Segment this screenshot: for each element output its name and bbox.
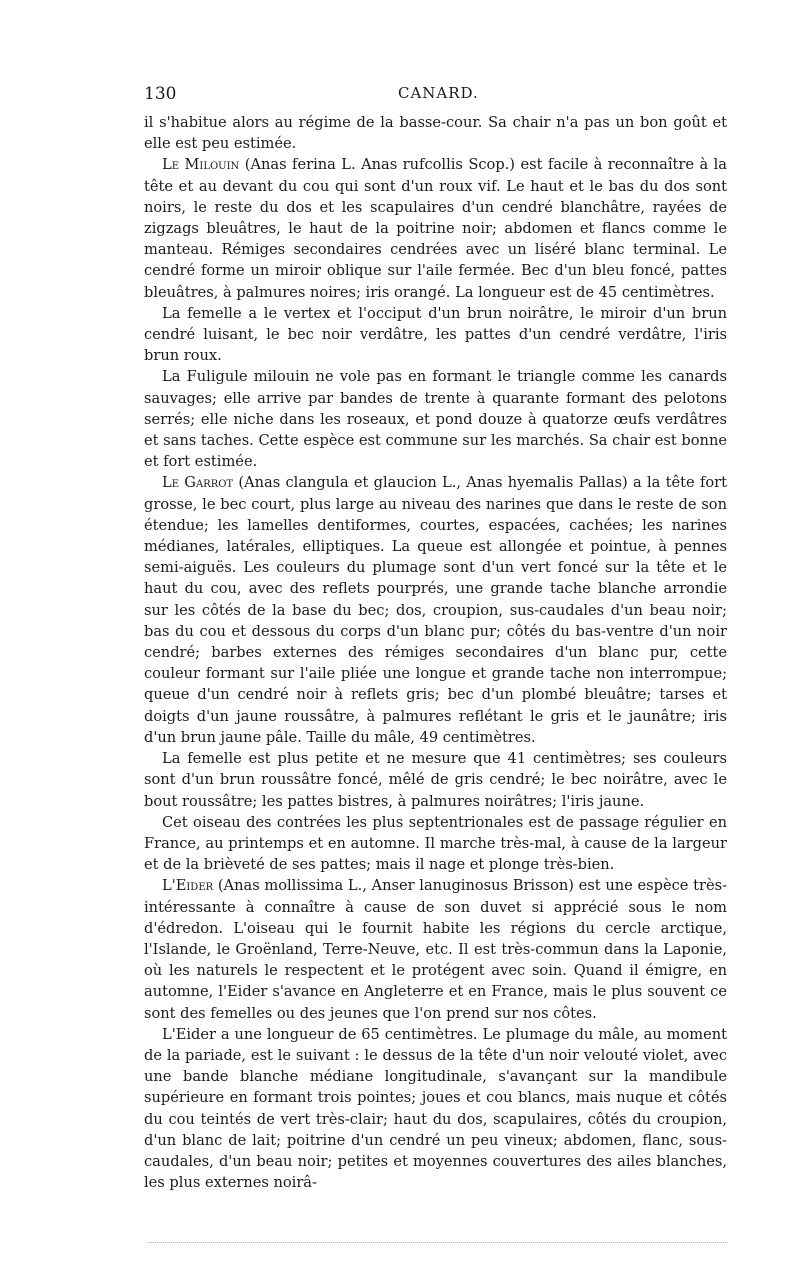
page	[144, 84, 727, 1193]
paragraph-3: La femelle a le vertex et l'occiput d'un brun noirâtre, le miroir d'un brun cendré luisant, le bec noir verdâtre, les pattes d'un cendré verdâtre, l'iris brun roux.	[144, 304, 727, 365]
paragraph-4: La Fuligule milouin ne vole pas en formant le triangle comme les canards sauvages; elle arrive par bandes de trente à quarante formant des pelotons serrés; elle niche dans les roseaux, et pond douze à quatorze œufs verdâtres et sans taches. Cette espèce est commune sur les marchés. Sa chair est bonne et fort estimée.	[144, 368, 727, 471]
running-title: CANARD.	[398, 84, 479, 102]
page-number: 130	[144, 84, 177, 104]
entry-name-milouin: Le Milouin	[162, 156, 240, 174]
entry-name-eider: L'Eider	[162, 877, 214, 895]
paragraph-6: La femelle est plus petite et ne mesure que 41 centimètres; ses couleurs sont d'un brun roussâtre foncé, mêlé de gris cendré; le bec noirâtre, avec le bout roussâtre; les pattes bistres, à palmures noirâtres; l'iris jaune.	[144, 750, 727, 810]
paragraph-7: Cet oiseau des contrées les plus septentrionales est de passage régulier en France, au printemps et en automne. Il marche très-mal, à cause de la largeur et de la brièveté de ses pattes; mais il nage et plonge très-bien.	[144, 813, 727, 874]
paragraph-1: il s'habitue alors au régime de la basse-cour. Sa chair n'a pas un bon goût et elle est peu estimée.	[144, 114, 727, 153]
body-text	[144, 112, 727, 1193]
page-header	[144, 84, 727, 112]
bottom-rule	[148, 1242, 728, 1243]
paragraph-eider: L'Eider (Anas mollissima L., Anser lanuginosus Brisson) est une espèce très-intéressante à connaître à cause de son duvet si apprécié sous le nom d'édredon. L'oiseau qui le fournit habite les régions du cercle arctique, l'Islande, le Groënland, Terre-Neuve, etc. Il est très-commun dans la Laponie, où les naturels le respectent et le protégent avec soin. Quand il émigre, en automne, l'Eider s'avance en Angleterre et en France, mais le plus souvent ce sont des femelles ou des jeunes que l'on prend sur nos côtes.	[144, 877, 727, 1022]
paragraph-9: L'Eider a une longueur de 65 centimètres. Le plumage du mâle, au moment de la pariade, est le suivant : le dessus de la tête d'un noir velouté violet, avec une bande blanche médiane longitudinale, s'avançant sur la mandibule supérieure en formant trois pointes; joues et cou blancs, mais nuque et côtés du cou teintés de vert très-clair; haut du dos, scapulaires, côtés du croupion, d'un blanc de lait; poitrine d'un cendré un peu vineux; abdomen, flanc, sous-caudales, d'un beau noir; petites et moyennes couvertures des ailes blanches, les plus externes noirâ-	[144, 1025, 727, 1192]
paragraph-garrot: Le Garrot (Anas clangula et glaucion L., Anas hyemalis Pallas) a la tête fort grosse, le bec court, plus large au niveau des narines que dans le reste de son étendue; les lamelles dentiformes, courtes, espacées, cachées; les narines médianes, latérales, elliptiques. La queue est allongée et pointue, à pennes semi-aiguës. Les couleurs du plumage sont d'un vert foncé sur la tête et le haut du cou, avec des reflets pourprés, une grande tache blanche arrondie sur les côtés de la base du bec; dos, croupion, sus-caudales d'un beau noir; bas du cou et dessous du corps d'un blanc pur; côtés du bas-ventre d'un noir cendré; barbes externes des rémiges secondaires d'un blanc pur, cette couleur formant sur l'aile pliée une longue et grande tache non interrompue; queue d'un cendré noir à reflets gris; bec d'un plombé bleuâtre; tarses et doigts d'un jaune roussâtre, à palmures reflétant le gris et le jaunâtre; iris d'un brun jaune pâle. Taille du mâle, 49 centimètres.	[144, 474, 727, 746]
entry-name-garrot: Le Garrot	[162, 474, 234, 492]
paragraph-milouin: Le Milouin (Anas ferina L. Anas rufcollis Scop.) est facile à reconnaître à la tête et au devant du cou qui sont d'un roux vif. Le haut et le bas du dos sont noirs, le reste du dos et les scapulaires d'un cendré blanchâtre, rayées de zigzags bleuâtres, le haut de la poitrine noir; abdomen et flancs comme le manteau. Rémiges secondaires cendrées avec un liséré blanc terminal. Le cendré forme un miroir oblique sur l'aile fermée. Bec d'un bleu foncé, pattes bleuâtres, à palmures noires; iris orangé. La longueur est de 45 centimètres.	[144, 156, 727, 301]
